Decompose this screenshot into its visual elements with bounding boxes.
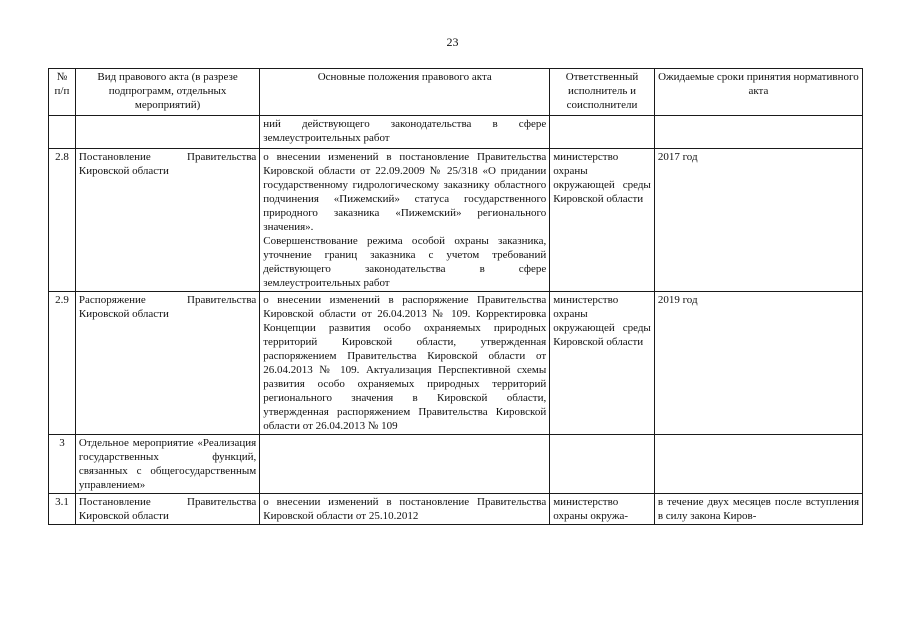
row-executor <box>550 116 655 149</box>
row-executor: министерство охраны окружающей среды Кировской области <box>550 292 655 435</box>
row-deadline: 2017 год <box>654 149 862 292</box>
row-act-type: Отдельное мероприятие «Реализация государственных функций, связанных с общегосударственным управлением» <box>75 435 259 494</box>
header-act-type: Вид правового акта (в разрезе подпрограмм, отдельных мероприятий) <box>75 69 259 116</box>
row-act-type: Распоряжение Правительства Кировской области <box>75 292 259 435</box>
row-deadline <box>654 435 862 494</box>
row-deadline <box>654 116 862 149</box>
row-num <box>49 116 76 149</box>
row-provisions-part1: о внесении изменений в постановление Правительства Кировской области от 22.09.2009 № 25/318 «О придании государственному гидрологическому заказнику областного подчинения «Пижемский» статуса государственного природного заказника «Пижемский» регионального значения». <box>263 151 547 233</box>
table-row <box>49 149 863 292</box>
header-executor: Ответственный исполнитель и соисполнители <box>550 69 655 116</box>
row-executor: министерство охраны окружа- <box>550 494 655 525</box>
row-provisions: о внесении изменений в постановление Правительства Кировской области от 25.10.2012 <box>260 494 550 525</box>
table-row <box>49 292 863 435</box>
row-act-type: Постановление Правительства Кировской области <box>75 149 259 292</box>
row-act-type: Постановление Правительства Кировской области <box>75 494 259 525</box>
header-deadline: Ожидаемые сроки принятия нормативного акта <box>654 69 862 116</box>
table-row <box>49 116 863 149</box>
row-provisions: ний действующего законодательства в сфере землеустроительных работ <box>260 116 550 149</box>
row-act-type <box>75 116 259 149</box>
row-provisions-part2: Совершенствование режима особой охраны заказника, уточнение границ заказника с учетом требований действующего законодательства в сфере землеустроительных работ <box>263 235 547 289</box>
row-provisions <box>260 149 550 292</box>
row-executor <box>550 435 655 494</box>
row-deadline: 2019 год <box>654 292 862 435</box>
row-num: 2.8 <box>49 149 76 292</box>
header-num: № п/п <box>49 69 76 116</box>
legal-acts-table <box>48 68 863 525</box>
row-executor: министерство охраны окружающей среды Кировской области <box>550 149 655 292</box>
row-num: 3 <box>49 435 76 494</box>
table-row <box>49 435 863 494</box>
page-number: 23 <box>446 35 459 49</box>
row-deadline: в течение двух месяцев после вступления в силу закона Киров- <box>654 494 862 525</box>
row-num: 2.9 <box>49 292 76 435</box>
header-provisions: Основные положения правового акта <box>260 69 550 116</box>
row-num: 3.1 <box>49 494 76 525</box>
table-row <box>49 494 863 525</box>
row-provisions <box>260 435 550 494</box>
table-header-row <box>49 69 863 116</box>
row-provisions: о внесении изменений в распоряжение Правительства Кировской области от 26.04.2013 № 109. Корректировка Концепции развития особо охраняемых природных территорий Кировской области, утвержденная распоряжением Правительства Кировской области от 26.04.2013 № 109. Актуализация Перспективной схемы развития особо охраняемых природных территорий регионального значения в Кировской области, утвержденная распоряжением Правительства Кировской области от 26.04.2013 № 109 <box>260 292 550 435</box>
